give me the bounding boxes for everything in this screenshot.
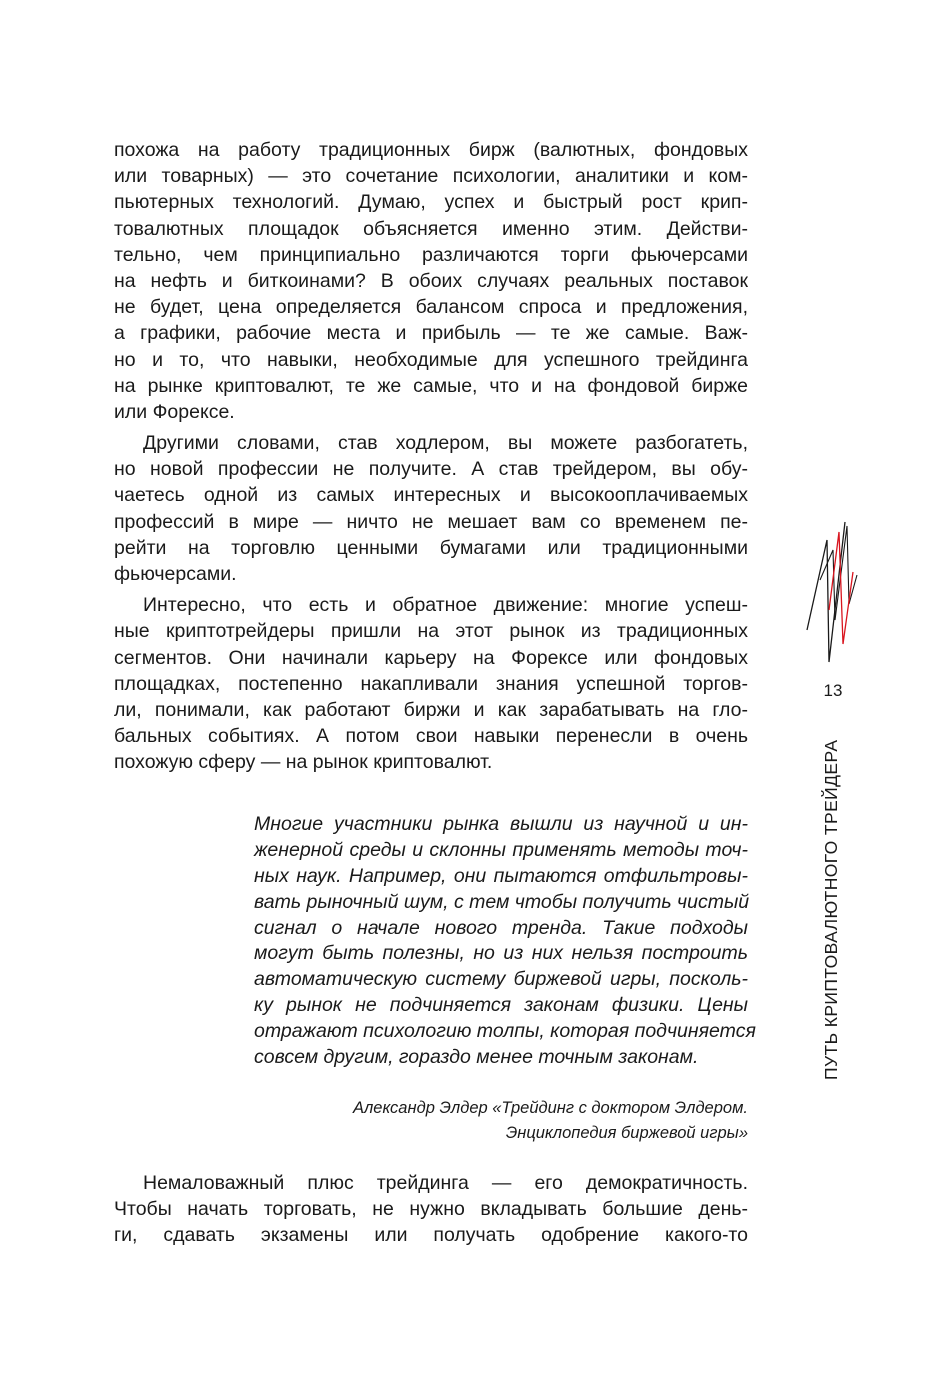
text-line: фьючерсами. [114,563,237,585]
quote-line: ных наук. Например, они пытаются отфильтровы- [254,864,748,887]
running-title: ПУТЬ КРИПТОВАЛЮТНОГО ТРЕЙДЕРА [821,739,841,1080]
text-line: ги, сдавать экзамены или получать одобрение какого-то [114,1224,748,1247]
text-line: товалютных площадок объясняется именно этим. Действи- [114,217,748,240]
text-line: рейти на торговлю ценными бумагами или традиционными [114,536,748,559]
quote-source [268,1096,748,1146]
quote-line: женерной среды и склонны применять методы точ- [254,838,748,861]
text-line: бальных событиях. А потом свои навыки перенесли в очень [114,725,748,748]
paragraph [114,430,748,587]
text-line: ные криптотрейдеры пришли на этот рынок из традиционных [114,620,748,643]
text-line: на рынке криптовалют, те же самые, что и на фондовой бирже [114,374,748,397]
text-line: тельно, чем принципиально различаются торги фьючерсами [114,243,748,266]
epigraph-quote [254,812,756,1071]
text-line: Немаловажный плюс трейдинга — его демократичность. [143,1172,748,1194]
text-line: пьютерных технологий. Думаю, успех и быстрый рост крип- [114,191,748,214]
text-line: похожа на работу традиционных бирж (валютных, фондовых [114,139,748,161]
text-line: Чтобы начать торговать, не нужно вкладывать большие день- [114,1198,748,1221]
text-line: а графики, рабочие места и прибыль — те же самые. Важ- [114,322,748,345]
text-line: но новой профессии не получите. А став трейдером, вы обу- [114,458,748,481]
text-line: но и то, что навыки, необходимые для успешного трейдинга [114,348,748,371]
body-text-bottom [114,1170,748,1249]
quote-line: сигнал о начале нового тренда. Такие подходы [254,916,748,939]
text-line: профессий в мире — ничто не мешает вам со временем пе- [114,510,748,533]
text-line: ли, понимали, как работают биржи и как зарабатывать на гло- [114,698,748,721]
quote-line: ку рынок не подчиняется законам физики. Цены [254,994,748,1017]
zigzag-ornament-icon [805,520,861,670]
page-number: 13 [823,681,843,700]
quote-line: отражают психологию толпы, которая подчиняется [254,1020,756,1043]
text-line: или Форексе. [114,400,235,423]
body-text-top [114,137,748,776]
paragraph [114,137,748,425]
text-line: сегментов. Они начинали карьеру на Форексе или фондовых [114,646,748,669]
quote-line: совсем другим, гораздо менее точным законам. [254,1046,699,1069]
text-line: Интересно, что есть и обратное движение: многие успеш- [143,594,748,617]
text-line: чаетесь одной из самых интересных и высокооплачиваемых [114,484,748,507]
source-line: Энциклопедия биржевой игры» [505,1124,748,1142]
text-line: Другими словами, став ходлером, вы можете разбогатеть, [143,432,748,455]
text-line: площадках, постепенно накапливали знания успешной торгов- [114,672,748,695]
quote-line: автоматическую систему биржевой игры, посколь- [254,968,748,991]
quote-line: Многие участники рынка вышли из научной и ин- [254,813,748,835]
quote-line: вать рыночный шум, с тем чтобы получить чистый [254,890,750,913]
paragraph [114,592,748,775]
text-line: похожую сферу — на рынок криптовалют. [114,751,493,774]
paragraph [114,1170,748,1249]
quote-line: могут быть полезны, но из них нельзя построить [254,942,748,965]
source-line: Александр Элдер «Трейдинг с доктором Элдером. [352,1099,748,1117]
text-line: не будет, цена определяется балансом спроса и предложения, [114,296,748,319]
text-line: или товарных) — это сочетание психологии, аналитики и ком- [114,165,748,188]
text-line: на нефть и биткоинами? В обоих случаях реальных поставок [114,269,748,292]
